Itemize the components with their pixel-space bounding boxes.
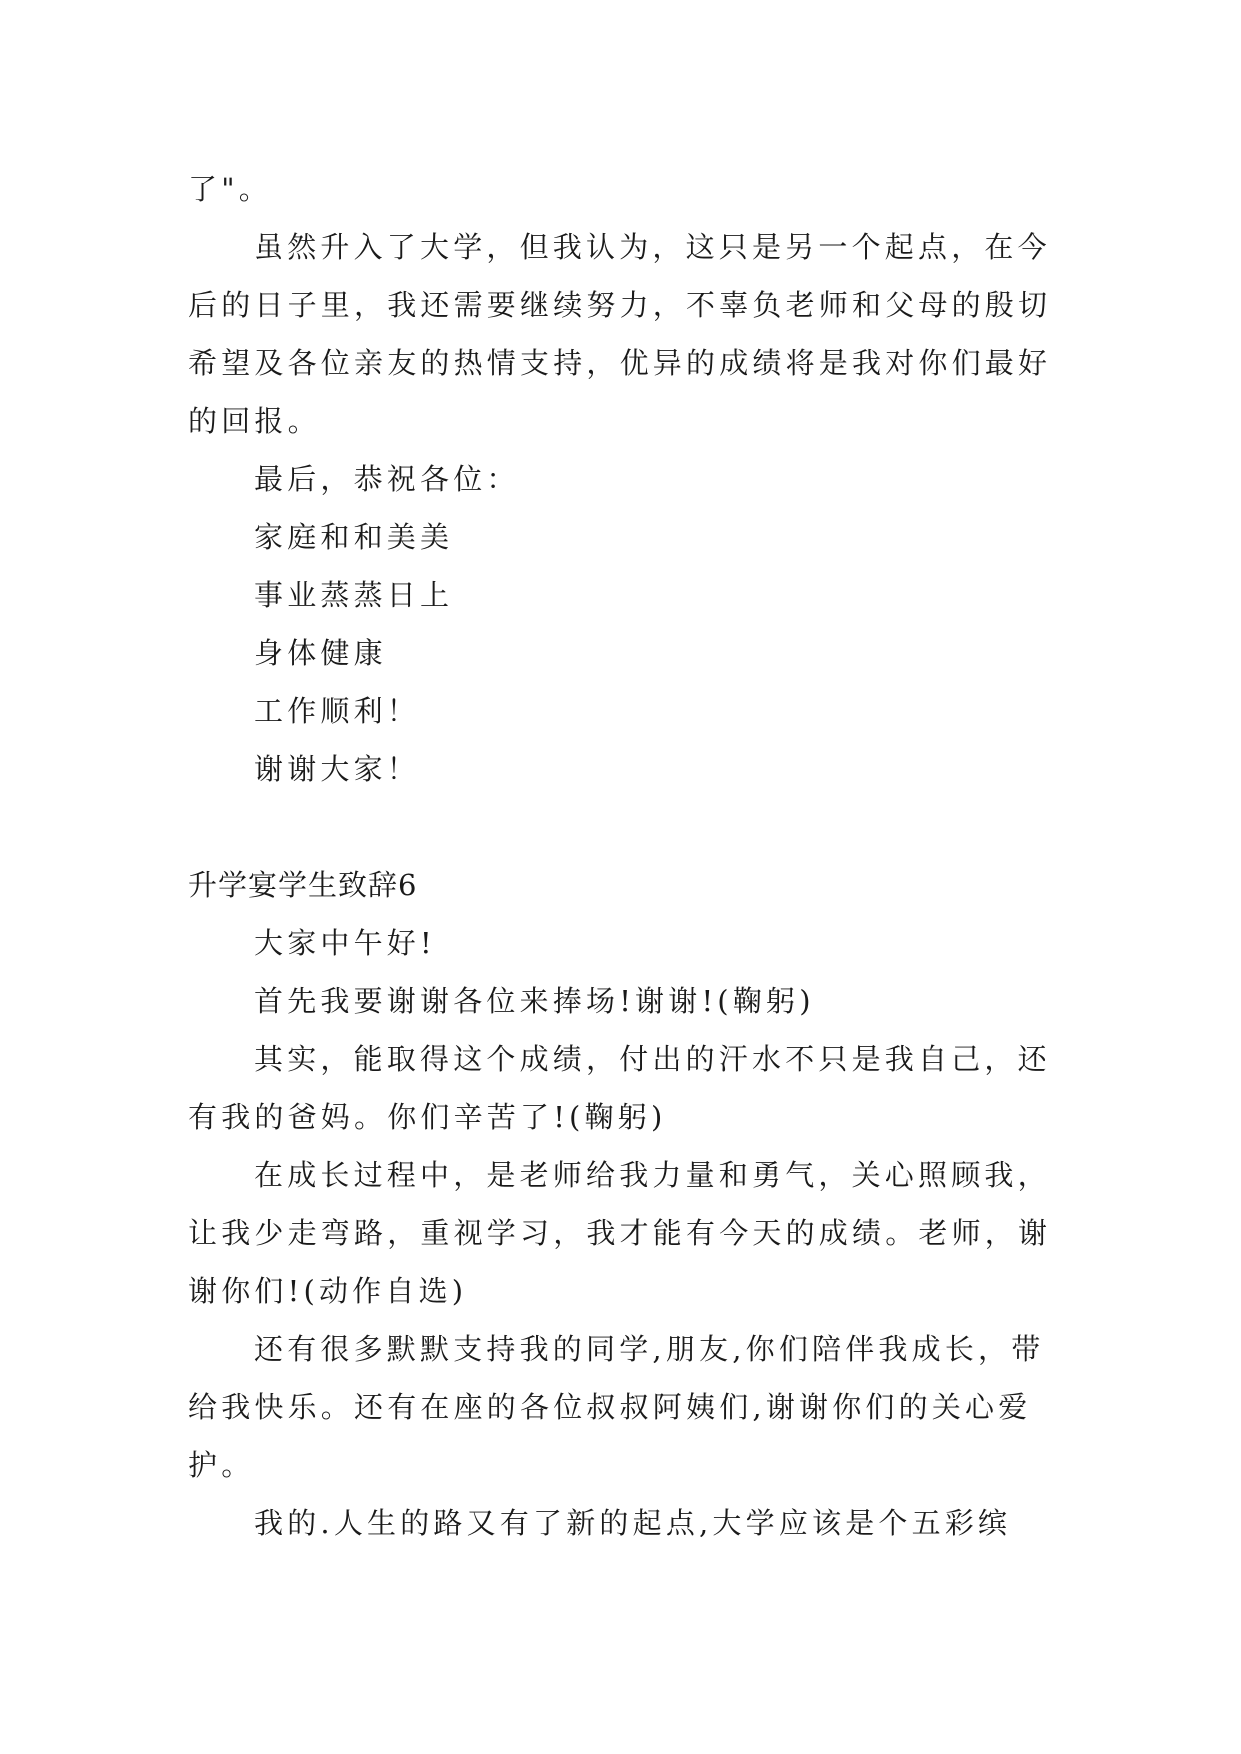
paragraph-line: 在成长过程中，是老师给我力量和勇气，关心照顾我， — [254, 1158, 1051, 1192]
paragraph-line: 事业蒸蒸日上 — [254, 578, 454, 612]
paragraph-line: 后的日子里，我还需要继续努力，不辜负老师和父母的殷切 — [188, 288, 1052, 322]
section-spacer — [188, 798, 1053, 856]
paragraph-line: 给我快乐。还有在座的各位叔叔阿姨们,谢谢你们的关心爱 — [188, 1390, 1032, 1424]
section-heading: 升学宴学生致辞6 — [188, 868, 418, 902]
paragraph-line: 最后，恭祝各位： — [254, 462, 520, 496]
paragraph-line: 还有很多默默支持我的同学,朋友,你们陪伴我成长，带 — [254, 1332, 1045, 1366]
paragraph-line: 谢谢大家！ — [254, 752, 421, 786]
paragraph-line: 身体健康 — [254, 636, 387, 670]
paragraph-line: 谢你们!(动作自选) — [188, 1274, 468, 1308]
paragraph-line: 了"。 — [188, 172, 272, 206]
paragraph-line: 首先我要谢谢各位来捧场!谢谢!(鞠躬) — [254, 984, 815, 1018]
paragraph-line: 让我少走弯路，重视学习，我才能有今天的成绩。老师，谢 — [188, 1216, 1052, 1250]
paragraph-line: 工作顺利！ — [254, 694, 421, 728]
paragraph-line: 其实，能取得这个成绩，付出的汗水不只是我自己，还 — [254, 1042, 1051, 1076]
paragraph-line: 虽然升入了大学，但我认为，这只是另一个起点，在今 — [254, 230, 1051, 264]
paragraph-line: 希望及各位亲友的热情支持，优异的成绩将是我对你们最好 — [188, 346, 1052, 380]
paragraph-line: 的回报。 — [188, 404, 321, 438]
paragraph-line: 家庭和和美美 — [254, 520, 454, 554]
paragraph-line: 我的.人生的路又有了新的起点,大学应该是个五彩缤 — [254, 1506, 1012, 1540]
paragraph-line: 有我的爸妈。你们辛苦了!(鞠躬) — [188, 1100, 667, 1134]
paragraph-line: 护。 — [188, 1448, 255, 1482]
paragraph-line: 大家中午好! — [254, 926, 436, 960]
document-page — [188, 160, 1053, 1552]
